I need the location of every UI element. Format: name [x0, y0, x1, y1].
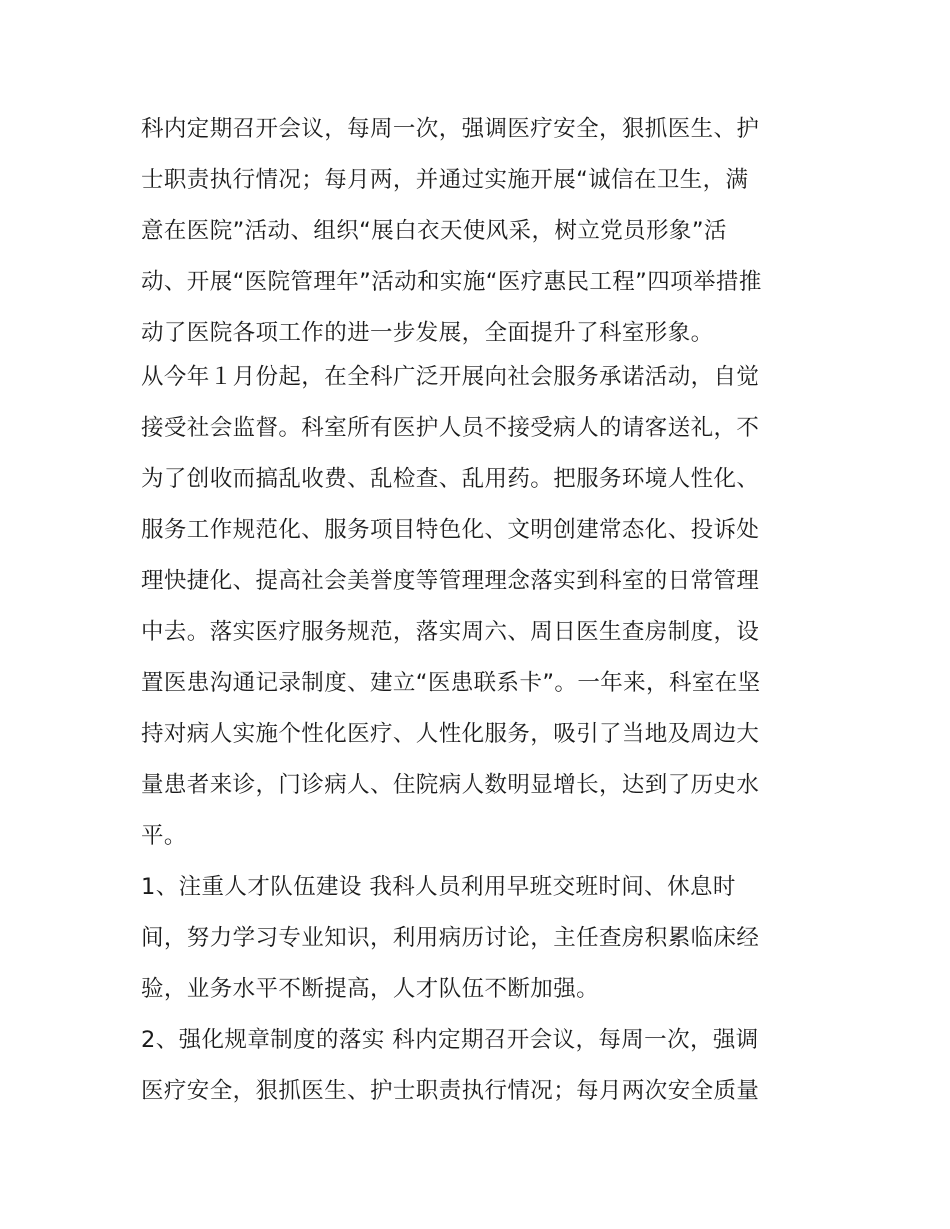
text-line: 意在医院”活动、组织“展白衣天使风采，树立党员形象”活 — [141, 218, 727, 244]
text-line: 置医患沟通记录制度、建立“医患联系卡”。一年来，科室在坚 — [141, 670, 761, 696]
text-line: 持对病人实施个性化医疗、人性化服务，吸引了当地及周边大 — [141, 721, 760, 747]
text-line: 理快捷化、提高社会美誉度等管理理念落实到科室的日常管理 — [141, 568, 760, 594]
text-line: 服务工作规范化、服务项目特色化、文明创建常态化、投诉处 — [141, 517, 760, 543]
text-line: 量患者来诊，门诊病人、住院病人数明显增长，达到了历史水 — [141, 772, 760, 798]
text-line: 中去。落实医疗服务规范，落实周六、周日医生查房制度，设 — [141, 619, 760, 645]
text-line: 医疗安全，狠抓医生、护士职责执行情况；每月两次安全质量 — [141, 1078, 760, 1104]
text-line: 平。 — [141, 823, 187, 849]
text-line: 科内定期召开会议，每周一次，强调医疗安全，狠抓医生、护 — [141, 116, 760, 142]
text-line: 1、注重人才队伍建设 我科人员利用早班交班时间、休息时 — [141, 874, 736, 900]
text-line: 间，努力学习专业知识，利用病历讨论，主任查房积累临床经 — [141, 925, 760, 951]
text-line: 动、开展“医院管理年”活动和实施“医疗惠民工程”四项举措推 — [141, 269, 762, 295]
text-line: 士职责执行情况；每月两，并通过实施开展“诚信在卫生，满 — [141, 167, 749, 193]
text-line: 接受社会监督。科室所有医护人员不接受病人的请客送礼，不 — [141, 415, 760, 441]
text-line: 2、强化规章制度的落实 科内定期召开会议，每周一次，强调 — [141, 1027, 759, 1053]
text-line: 验，业务水平不断提高，人才队伍不断加强。 — [141, 976, 600, 1002]
document-body — [141, 108, 821, 1121]
text-line: 从今年１月份起，在全科广泛开展向社会服务承诺活动，自觉 — [141, 364, 760, 390]
text-line: 为了创收而搞乱收费、乱检查、乱用药。把服务环境人性化、 — [141, 466, 760, 492]
text-line: 动了医院各项工作的进一步发展，全面提升了科室形象。 — [141, 320, 714, 346]
